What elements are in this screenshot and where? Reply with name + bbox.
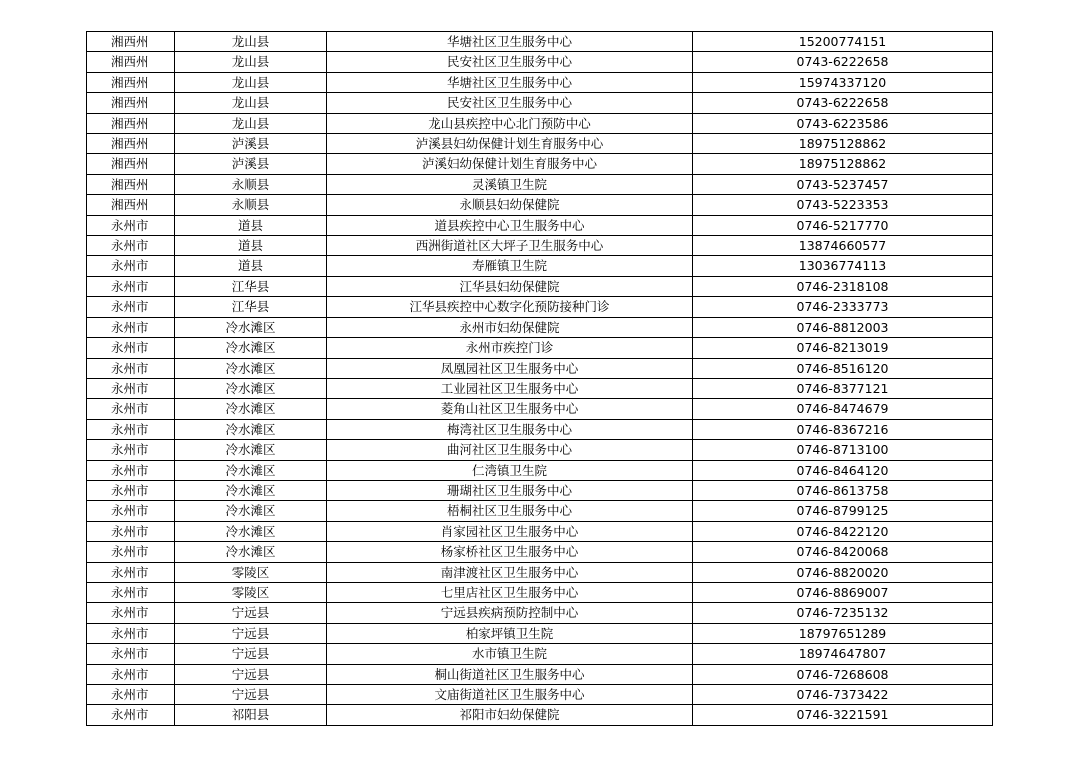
city-cell: 湘西州: [87, 195, 175, 215]
document-page: [86, 31, 992, 726]
phone-cell: 0746-5217770: [693, 215, 993, 235]
institution-cell: 桐山街道社区卫生服务中心: [327, 664, 693, 684]
county-cell: 冷水滩区: [175, 419, 327, 439]
county-cell: 永顺县: [175, 195, 327, 215]
table-row: [87, 521, 993, 541]
city-cell: 永州市: [87, 256, 175, 276]
phone-cell: 18797651289: [693, 623, 993, 643]
city-cell: 永州市: [87, 582, 175, 602]
phone-cell: 0746-8799125: [693, 501, 993, 521]
table-row: [87, 378, 993, 398]
institution-cell: 宁远县疾病预防控制中心: [327, 603, 693, 623]
institution-cell: 工业园社区卫生服务中心: [327, 378, 693, 398]
table-row: [87, 480, 993, 500]
institution-cell: 泸溪妇幼保健计划生育服务中心: [327, 154, 693, 174]
city-cell: 永州市: [87, 276, 175, 296]
phone-cell: 0746-8464120: [693, 460, 993, 480]
table-row: [87, 501, 993, 521]
county-cell: 泸溪县: [175, 154, 327, 174]
institution-cell: 水市镇卫生院: [327, 644, 693, 664]
city-cell: 永州市: [87, 603, 175, 623]
county-cell: 江华县: [175, 276, 327, 296]
county-cell: 祁阳县: [175, 705, 327, 725]
city-cell: 永州市: [87, 480, 175, 500]
table-row: [87, 297, 993, 317]
institution-cell: 道县疾控中心卫生服务中心: [327, 215, 693, 235]
institution-cell: 华塘社区卫生服务中心: [327, 32, 693, 52]
county-cell: 道县: [175, 236, 327, 256]
city-cell: 永州市: [87, 521, 175, 541]
phone-cell: 15200774151: [693, 32, 993, 52]
city-cell: 永州市: [87, 542, 175, 562]
phone-cell: 0746-7373422: [693, 685, 993, 705]
phone-cell: 0746-2333773: [693, 297, 993, 317]
institution-cell: 梅湾社区卫生服务中心: [327, 419, 693, 439]
phone-cell: 0746-7235132: [693, 603, 993, 623]
phone-cell: 0746-3221591: [693, 705, 993, 725]
county-cell: 宁远县: [175, 664, 327, 684]
table-row: [87, 215, 993, 235]
institution-cell: 七里店社区卫生服务中心: [327, 582, 693, 602]
phone-cell: 13036774113: [693, 256, 993, 276]
institution-cell: 柏家坪镇卫生院: [327, 623, 693, 643]
phone-cell: 0746-8213019: [693, 338, 993, 358]
city-cell: 永州市: [87, 399, 175, 419]
city-cell: 湘西州: [87, 154, 175, 174]
city-cell: 永州市: [87, 338, 175, 358]
institution-cell: 华塘社区卫生服务中心: [327, 72, 693, 92]
institution-cell: 菱角山社区卫生服务中心: [327, 399, 693, 419]
phone-cell: 0746-8422120: [693, 521, 993, 541]
city-cell: 永州市: [87, 419, 175, 439]
phone-cell: 0743-6223586: [693, 113, 993, 133]
city-cell: 永州市: [87, 685, 175, 705]
institution-cell: 西洲街道社区大坪子卫生服务中心: [327, 236, 693, 256]
table-row: [87, 154, 993, 174]
table-row: [87, 623, 993, 643]
phone-cell: 0746-8613758: [693, 480, 993, 500]
table-row: [87, 113, 993, 133]
phone-cell: 0746-8516120: [693, 358, 993, 378]
city-cell: 永州市: [87, 236, 175, 256]
county-cell: 冷水滩区: [175, 338, 327, 358]
city-cell: 永州市: [87, 358, 175, 378]
institution-cell: 永州市妇幼保健院: [327, 317, 693, 337]
institution-cell: 灵溪镇卫生院: [327, 174, 693, 194]
city-cell: 永州市: [87, 623, 175, 643]
institution-cell: 泸溪县妇幼保健计划生育服务中心: [327, 134, 693, 154]
table-body: [87, 32, 993, 726]
county-cell: 冷水滩区: [175, 378, 327, 398]
county-cell: 宁远县: [175, 644, 327, 664]
city-cell: 湘西州: [87, 72, 175, 92]
institution-cell: 江华县妇幼保健院: [327, 276, 693, 296]
institution-cell: 梧桐社区卫生服务中心: [327, 501, 693, 521]
county-cell: 龙山县: [175, 93, 327, 113]
table-row: [87, 419, 993, 439]
county-cell: 冷水滩区: [175, 317, 327, 337]
county-cell: 冷水滩区: [175, 480, 327, 500]
phone-cell: 0743-5237457: [693, 174, 993, 194]
county-cell: 冷水滩区: [175, 501, 327, 521]
table-row: [87, 399, 993, 419]
county-cell: 龙山县: [175, 52, 327, 72]
table-row: [87, 542, 993, 562]
county-cell: 宁远县: [175, 623, 327, 643]
county-cell: 零陵区: [175, 582, 327, 602]
city-cell: 永州市: [87, 317, 175, 337]
institution-cell: 祁阳市妇幼保健院: [327, 705, 693, 725]
table-row: [87, 52, 993, 72]
phone-cell: 0746-8474679: [693, 399, 993, 419]
city-cell: 湘西州: [87, 174, 175, 194]
county-cell: 龙山县: [175, 32, 327, 52]
institution-cell: 曲河社区卫生服务中心: [327, 440, 693, 460]
county-cell: 永顺县: [175, 174, 327, 194]
institution-cell: 南津渡社区卫生服务中心: [327, 562, 693, 582]
city-cell: 永州市: [87, 705, 175, 725]
institution-cell: 仁湾镇卫生院: [327, 460, 693, 480]
table-row: [87, 705, 993, 725]
table-row: [87, 317, 993, 337]
county-cell: 宁远县: [175, 685, 327, 705]
institution-cell: 凤凰园社区卫生服务中心: [327, 358, 693, 378]
city-cell: 永州市: [87, 440, 175, 460]
phone-cell: 0746-8820020: [693, 562, 993, 582]
table-row: [87, 582, 993, 602]
city-cell: 湘西州: [87, 113, 175, 133]
phone-cell: 0746-8713100: [693, 440, 993, 460]
table-row: [87, 256, 993, 276]
institution-cell: 民安社区卫生服务中心: [327, 52, 693, 72]
phone-cell: 0746-8377121: [693, 378, 993, 398]
phone-cell: 0746-8420068: [693, 542, 993, 562]
county-cell: 宁远县: [175, 603, 327, 623]
table-row: [87, 174, 993, 194]
city-cell: 永州市: [87, 460, 175, 480]
city-cell: 永州市: [87, 378, 175, 398]
table-row: [87, 134, 993, 154]
institution-cell: 江华县疾控中心数字化预防接种门诊: [327, 297, 693, 317]
county-cell: 冷水滩区: [175, 399, 327, 419]
city-cell: 湘西州: [87, 93, 175, 113]
institution-cell: 寿雁镇卫生院: [327, 256, 693, 276]
city-cell: 永州市: [87, 501, 175, 521]
county-cell: 冷水滩区: [175, 358, 327, 378]
phone-cell: 0746-7268608: [693, 664, 993, 684]
institution-cell: 永顺县妇幼保健院: [327, 195, 693, 215]
table-row: [87, 562, 993, 582]
table-row: [87, 358, 993, 378]
table-row: [87, 236, 993, 256]
table-row: [87, 664, 993, 684]
phone-cell: 0743-6222658: [693, 52, 993, 72]
phone-cell: 0746-8869007: [693, 582, 993, 602]
phone-cell: 18975128862: [693, 134, 993, 154]
table-row: [87, 685, 993, 705]
institution-cell: 民安社区卫生服务中心: [327, 93, 693, 113]
phone-cell: 13874660577: [693, 236, 993, 256]
city-cell: 湘西州: [87, 134, 175, 154]
city-cell: 永州市: [87, 215, 175, 235]
county-cell: 道县: [175, 215, 327, 235]
city-cell: 永州市: [87, 297, 175, 317]
institution-cell: 龙山县疾控中心北门预防中心: [327, 113, 693, 133]
institution-cell: 珊瑚社区卫生服务中心: [327, 480, 693, 500]
phone-cell: 0746-2318108: [693, 276, 993, 296]
phone-cell: 0743-5223353: [693, 195, 993, 215]
table-row: [87, 338, 993, 358]
county-cell: 冷水滩区: [175, 542, 327, 562]
phone-cell: 0743-6222658: [693, 93, 993, 113]
table-row: [87, 32, 993, 52]
table-row: [87, 603, 993, 623]
city-cell: 永州市: [87, 562, 175, 582]
institution-cell: 肖家园社区卫生服务中心: [327, 521, 693, 541]
phone-cell: 18974647807: [693, 644, 993, 664]
city-cell: 湘西州: [87, 52, 175, 72]
county-cell: 泸溪县: [175, 134, 327, 154]
institution-cell: 文庙街道社区卫生服务中心: [327, 685, 693, 705]
table-row: [87, 195, 993, 215]
county-cell: 冷水滩区: [175, 521, 327, 541]
county-cell: 零陵区: [175, 562, 327, 582]
county-cell: 龙山县: [175, 72, 327, 92]
city-cell: 永州市: [87, 644, 175, 664]
county-cell: 冷水滩区: [175, 460, 327, 480]
vaccination-sites-table: [86, 31, 993, 726]
phone-cell: 0746-8812003: [693, 317, 993, 337]
county-cell: 冷水滩区: [175, 440, 327, 460]
city-cell: 永州市: [87, 664, 175, 684]
table-row: [87, 72, 993, 92]
phone-cell: 18975128862: [693, 154, 993, 174]
phone-cell: 0746-8367216: [693, 419, 993, 439]
county-cell: 道县: [175, 256, 327, 276]
table-row: [87, 644, 993, 664]
county-cell: 江华县: [175, 297, 327, 317]
table-row: [87, 440, 993, 460]
table-row: [87, 460, 993, 480]
institution-cell: 杨家桥社区卫生服务中心: [327, 542, 693, 562]
county-cell: 龙山县: [175, 113, 327, 133]
city-cell: 湘西州: [87, 32, 175, 52]
table-row: [87, 276, 993, 296]
table-row: [87, 93, 993, 113]
phone-cell: 15974337120: [693, 72, 993, 92]
institution-cell: 永州市疾控门诊: [327, 338, 693, 358]
